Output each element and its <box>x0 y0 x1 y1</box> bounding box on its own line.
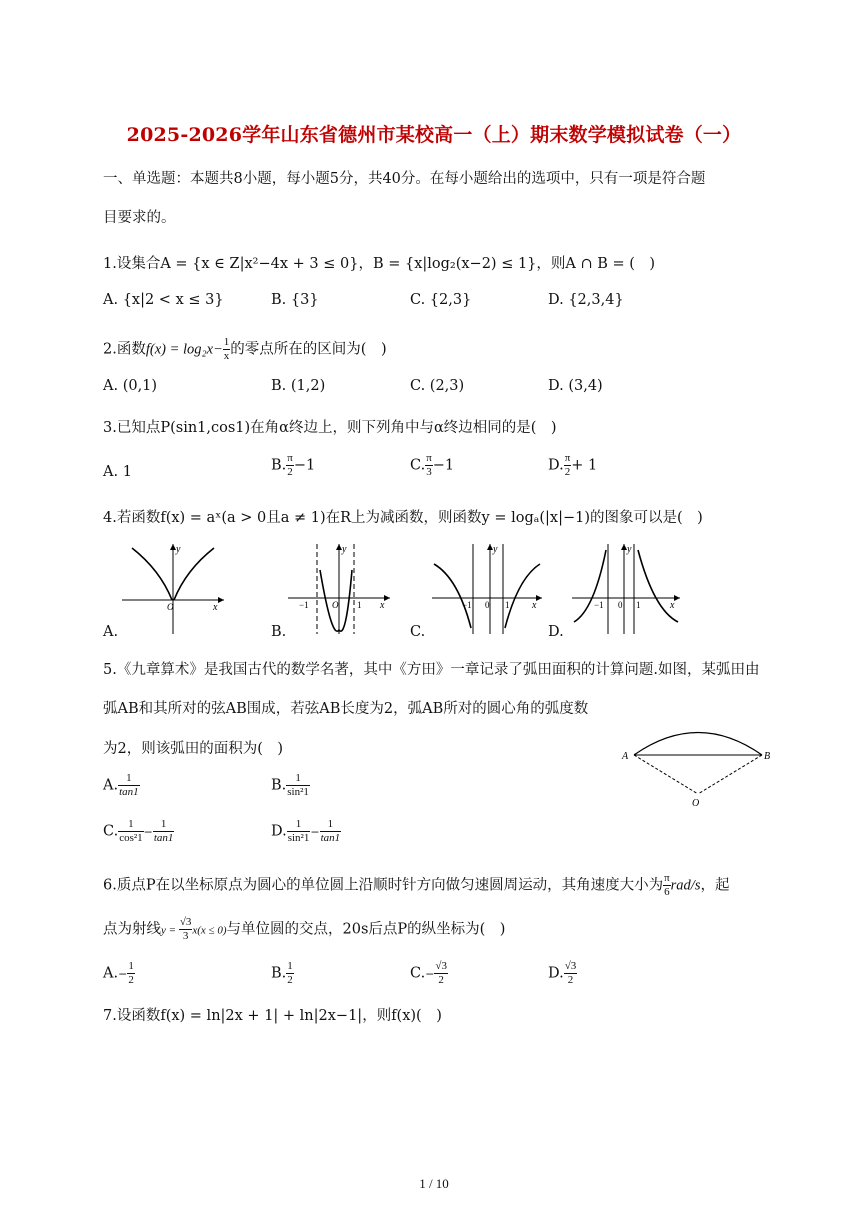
q6-a-neg: − <box>118 967 128 981</box>
q4-d-tick-zero: 0 <box>618 600 623 610</box>
q6-b-den: 2 <box>287 974 293 986</box>
q6-slope-frac <box>179 916 193 943</box>
q5-d-num2: 1 <box>320 818 342 832</box>
q6-omega-num: π <box>664 872 670 884</box>
q5-c-den1: cos²1 <box>119 832 143 844</box>
q3-stem: 3.已知点P(sin1,cos1)在角α终边上，则下列角中与α终边相同的是( ) <box>103 420 557 436</box>
q6-line1-unit: rad/s <box>670 877 701 894</box>
q4-graph-b <box>284 540 394 636</box>
q6-c-den: 2 <box>438 974 444 986</box>
q2-option-a: A. (0,1) <box>103 378 158 394</box>
q6-b-label: B. <box>271 965 287 982</box>
q5-c-frac2 <box>153 818 175 845</box>
q4-label-a: A. <box>103 624 119 640</box>
q4-d-tick-pos: 1 <box>636 600 641 610</box>
q3-b-pi: π <box>287 452 293 464</box>
q6-d-label: D. <box>548 965 564 982</box>
q3-option-b <box>271 452 315 479</box>
q6-a-den: 2 <box>128 974 134 986</box>
q6-omega-frac <box>663 872 671 899</box>
q4-graph-c <box>428 540 548 636</box>
section-intro-line1: 一、单选题：本题共8小题，每小题5分，共40分。在每小题给出的选项中，只有一项是符合题 <box>103 171 706 187</box>
q1-option-a: A. {x|2 < x ≤ 3} <box>103 292 224 308</box>
q5-c-label: C. <box>103 823 119 840</box>
q2-stem-suffix: 的零点所在的区间为( ) <box>230 341 387 358</box>
q3-option-d-tail: + 1 <box>571 457 598 474</box>
q5-c-num2: 1 <box>153 818 175 832</box>
q6-option-c <box>410 960 448 987</box>
q5-arc-figure <box>620 718 780 810</box>
q4-c-tick-zero: 0 <box>485 600 490 610</box>
q6-a-label: A. <box>103 965 119 982</box>
q6-c-frac <box>434 960 448 987</box>
q4-b-tick-neg: −1 <box>299 600 309 610</box>
q3-option-b-frac <box>286 452 294 479</box>
q4-a-origin: O <box>167 602 174 612</box>
q3-option-b-tail: −1 <box>293 457 316 474</box>
q4-c-tick-pos: 1 <box>505 600 510 610</box>
q4-c-xlabel: x <box>532 600 537 611</box>
q6-line2-cond: x(x ≤ 0) <box>192 924 227 937</box>
q6-line2-suffix: 与单位圆的交点，20s后点P的纵坐标为( ) <box>226 921 506 938</box>
q3-c-pi: π <box>426 452 432 464</box>
q6-line2-func: y = <box>161 924 179 937</box>
q5-fig-label-b: B <box>764 751 771 762</box>
section-intro-line2: 目要求的。 <box>103 210 176 226</box>
q3-option-c-tail: −1 <box>432 457 455 474</box>
q4-a-ylabel: y <box>176 544 181 555</box>
q5-a-frac <box>118 772 140 799</box>
q4-a-xlabel: x <box>213 602 218 613</box>
q5-c-den2: tan1 <box>153 832 174 844</box>
q5-a-den: tan1 <box>119 786 139 798</box>
q4-b-tick-pos: 1 <box>357 600 362 610</box>
q6-d-den: 2 <box>567 974 574 986</box>
q3-option-b-label: B. <box>271 457 287 474</box>
q5-c-num1: 1 <box>118 818 143 832</box>
q4-label-d: D. <box>548 624 564 640</box>
page-number: 1 / 10 <box>419 1176 449 1191</box>
q5-d-den1: sin²1 <box>287 832 310 844</box>
q6-slope-num: √3 <box>179 916 192 928</box>
q5-d-num1: 1 <box>287 818 311 832</box>
q5-b-den: sin²1 <box>287 786 309 798</box>
q1-option-c: C. {2,3} <box>410 292 472 308</box>
q3-option-d-label: D. <box>548 457 564 474</box>
q3-option-c <box>410 452 454 479</box>
q4-label-c: C. <box>410 624 426 640</box>
q6-option-b <box>271 960 294 987</box>
q6-slope-den: 3 <box>182 930 189 942</box>
q6-b-frac <box>286 960 294 987</box>
q1-option-b: B. {3} <box>271 292 319 308</box>
q6-line2-prefix: 点为射线 <box>103 921 161 938</box>
q4-b-xlabel: x <box>380 600 385 611</box>
q4-graph-d <box>568 540 684 636</box>
q5-d-label: D. <box>271 823 287 840</box>
q2-frac-den: x <box>223 350 230 362</box>
q6-c-neg: − <box>425 967 435 981</box>
q5-option-a <box>103 772 140 799</box>
q5-line3: 为2，则该弧田的面积为( ) <box>103 741 284 757</box>
q3-c-den: 3 <box>426 466 432 478</box>
page-title: 2025-2026学年山东省德州市某校高一（上）期末数学模拟试卷（一） <box>126 124 742 146</box>
q6-a-num: 1 <box>128 960 134 972</box>
q6-line1-suffix: ，起 <box>700 877 730 894</box>
q6-option-a <box>103 960 135 987</box>
q5-line2: 弧AB和其所对的弦AB围成，若弦AB长度为2，弧AB所对的圆心角的弧度数 <box>103 701 589 717</box>
q3-option-d <box>548 452 597 479</box>
q4-c-tick-neg: −1 <box>462 600 472 610</box>
q6-line1 <box>103 872 729 899</box>
q4-b-origin: O <box>332 600 339 610</box>
q6-line2 <box>103 916 505 943</box>
q3-option-c-frac <box>425 452 433 479</box>
q1-stem: 1.设集合A = {x ∈ Z|x²−4x + 3 ≤ 0}，B = {x|log₂(x−2) ≤ 1}，则A ∩ B = ( ) <box>103 256 656 272</box>
q3-d-pi: π <box>564 452 571 464</box>
q5-a-label: A. <box>103 777 119 794</box>
q5-a-num: 1 <box>118 772 140 786</box>
q6-c-label: C. <box>410 965 426 982</box>
q4-stem: 4.若函数f(x) = aˣ(a > 0且a ≠ 1)在R上为减函数，则函数y = logₐ(|x|−1)的图象可以是( ) <box>103 510 703 526</box>
q5-option-d <box>271 818 341 845</box>
q2-option-c: C. (2,3) <box>410 378 465 394</box>
q2-stem-prefix: 2.函数 <box>103 341 146 358</box>
q3-option-a: A. 1 <box>103 464 132 480</box>
q2-stem-func: f(x) = log₂x− <box>145 341 223 358</box>
q4-graph-a <box>118 540 228 636</box>
q5-c-frac1 <box>118 818 143 845</box>
q5-d-den2: tan1 <box>320 832 341 844</box>
q5-b-frac <box>286 772 310 799</box>
q6-b-num: 1 <box>287 960 293 972</box>
q4-c-ylabel: y <box>493 544 498 555</box>
q5-d-frac2 <box>320 818 342 845</box>
q2-option-d: D. (3,4) <box>548 378 603 394</box>
q4-d-tick-neg: −1 <box>594 600 604 610</box>
q4-d-xlabel: x <box>670 600 675 611</box>
q3-option-c-label: C. <box>410 457 426 474</box>
q6-omega-den: 6 <box>664 886 670 898</box>
q5-c-minus: − <box>143 825 153 839</box>
q4-label-b: B. <box>271 624 287 640</box>
q5-fig-label-o: O <box>692 798 700 809</box>
q2-stem <box>103 336 387 363</box>
q5-b-label: B. <box>271 777 287 794</box>
q2-option-b: B. (1,2) <box>271 378 326 394</box>
q6-c-num: √3 <box>435 960 447 972</box>
q7-stem: 7.设函数f(x) = ln|2x + 1| + ln|2x−1|，则f(x)( ) <box>103 1008 442 1024</box>
q5-d-minus: − <box>310 825 320 839</box>
q3-b-den: 2 <box>287 466 293 478</box>
q5-b-num: 1 <box>286 772 310 786</box>
q5-option-b <box>271 772 310 799</box>
q2-frac-num: 1 <box>223 336 230 348</box>
q6-option-d <box>548 960 577 987</box>
q3-d-den: 2 <box>564 466 571 478</box>
q5-option-c <box>103 818 174 845</box>
q6-d-num: √3 <box>564 960 577 972</box>
q6-a-frac <box>127 960 135 987</box>
q6-line1-prefix: 6.质点P在以坐标原点为圆心的单位圆上沿顺时针方向做匀速圆周运动，其角速度大小为 <box>103 877 664 894</box>
q5-fig-label-a: A <box>622 751 629 762</box>
q1-option-d: D. {2,3,4} <box>548 292 624 308</box>
q6-d-frac <box>564 960 578 987</box>
q5-line1: 5.《九章算术》是我国古代的数学名著，其中《方田》一章记录了弧田面积的计算问题.如图，某弧田由 <box>103 662 760 678</box>
q4-d-ylabel: y <box>627 544 632 555</box>
q4-b-ylabel: y <box>342 544 347 555</box>
q5-d-frac1 <box>287 818 311 845</box>
